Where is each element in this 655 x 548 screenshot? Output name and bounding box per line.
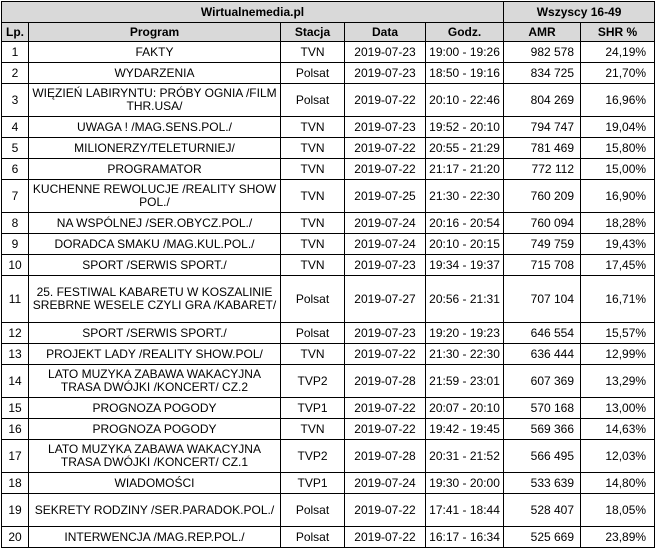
cell-amr: 646 554 bbox=[504, 323, 581, 344]
table-row bbox=[2, 138, 655, 159]
cell-amr: 834 725 bbox=[504, 63, 581, 84]
table-row bbox=[2, 63, 655, 84]
cell-data: 2019-07-24 bbox=[345, 234, 426, 255]
cell-amr: 772 112 bbox=[504, 159, 581, 180]
cell-shr: 17,45% bbox=[581, 255, 655, 276]
cell-program: NA WSPÓLNEJ /SER.OBYCZ.POL./ bbox=[29, 213, 281, 234]
cell-program: WIĘZIEŃ LABIRYNTU: PRÓBY OGNIA /FILM THR.USA/ bbox=[29, 84, 281, 117]
column-header-program: Program bbox=[29, 23, 281, 42]
cell-amr: 566 495 bbox=[504, 440, 581, 473]
cell-data: 2019-07-23 bbox=[345, 255, 426, 276]
table-row bbox=[2, 323, 655, 344]
cell-godz: 17:41 - 18:44 bbox=[426, 494, 504, 527]
cell-data: 2019-07-24 bbox=[345, 473, 426, 494]
cell-shr: 12,99% bbox=[581, 344, 655, 365]
cell-stacja: TVN bbox=[281, 344, 345, 365]
table-row bbox=[2, 494, 655, 527]
cell-godz: 19:42 - 19:45 bbox=[426, 419, 504, 440]
cell-program: WYDARZENIA bbox=[29, 63, 281, 84]
cell-godz: 20:10 - 20:15 bbox=[426, 234, 504, 255]
cell-program: SPORT /SERWIS SPORT./ bbox=[29, 323, 281, 344]
cell-godz: 20:07 - 20:10 bbox=[426, 398, 504, 419]
cell-stacja: Polsat bbox=[281, 323, 345, 344]
cell-stacja: Polsat bbox=[281, 494, 345, 527]
cell-lp: 19 bbox=[2, 494, 29, 527]
cell-shr: 16,90% bbox=[581, 180, 655, 213]
cell-lp: 10 bbox=[2, 255, 29, 276]
cell-godz: 21:59 - 23:01 bbox=[426, 365, 504, 398]
cell-data: 2019-07-27 bbox=[345, 276, 426, 323]
column-header-shr: SHR % bbox=[581, 23, 655, 42]
cell-stacja: Polsat bbox=[281, 84, 345, 117]
cell-program: 25. FESTIWAL KABARETU W KOSZALINIE SREBRNE WESELE CZYLI GRA /KABARET/ bbox=[29, 276, 281, 323]
cell-godz: 18:50 - 19:16 bbox=[426, 63, 504, 84]
table-row bbox=[2, 180, 655, 213]
cell-lp: 18 bbox=[2, 473, 29, 494]
cell-shr: 16,96% bbox=[581, 84, 655, 117]
cell-amr: 569 366 bbox=[504, 419, 581, 440]
cell-shr: 18,28% bbox=[581, 213, 655, 234]
cell-lp: 3 bbox=[2, 84, 29, 117]
cell-shr: 15,57% bbox=[581, 323, 655, 344]
cell-data: 2019-07-22 bbox=[345, 398, 426, 419]
cell-stacja: Polsat bbox=[281, 63, 345, 84]
cell-amr: 794 747 bbox=[504, 117, 581, 138]
cell-shr: 19,04% bbox=[581, 117, 655, 138]
cell-godz: 16:17 - 16:34 bbox=[426, 527, 504, 548]
cell-godz: 21:30 - 22:30 bbox=[426, 180, 504, 213]
cell-lp: 6 bbox=[2, 159, 29, 180]
cell-shr: 12,03% bbox=[581, 440, 655, 473]
cell-amr: 570 168 bbox=[504, 398, 581, 419]
cell-lp: 11 bbox=[2, 276, 29, 323]
cell-shr: 14,63% bbox=[581, 419, 655, 440]
cell-program: FAKTY bbox=[29, 42, 281, 63]
cell-stacja: TVP2 bbox=[281, 440, 345, 473]
cell-stacja: TVP1 bbox=[281, 473, 345, 494]
table-row bbox=[2, 365, 655, 398]
cell-program: PROGRAMATOR bbox=[29, 159, 281, 180]
cell-shr: 14,80% bbox=[581, 473, 655, 494]
table-row bbox=[2, 255, 655, 276]
cell-godz: 19:30 - 20:00 bbox=[426, 473, 504, 494]
cell-program: DORADCA SMAKU /MAG.KUL.POL./ bbox=[29, 234, 281, 255]
cell-godz: 21:30 - 22:30 bbox=[426, 344, 504, 365]
column-header-data: Data bbox=[345, 23, 426, 42]
cell-program: UWAGA ! /MAG.SENS.POL./ bbox=[29, 117, 281, 138]
cell-program: MILIONERZY/TELETURNIEJ/ bbox=[29, 138, 281, 159]
table-row bbox=[2, 276, 655, 323]
table-row bbox=[2, 344, 655, 365]
cell-data: 2019-07-22 bbox=[345, 344, 426, 365]
cell-amr: 781 469 bbox=[504, 138, 581, 159]
cell-shr: 19,43% bbox=[581, 234, 655, 255]
cell-data: 2019-07-28 bbox=[345, 440, 426, 473]
cell-amr: 982 578 bbox=[504, 42, 581, 63]
cell-shr: 13,00% bbox=[581, 398, 655, 419]
column-header-stacja: Stacja bbox=[281, 23, 345, 42]
cell-amr: 715 708 bbox=[504, 255, 581, 276]
cell-amr: 528 407 bbox=[504, 494, 581, 527]
group-header: Wszyscy 16-49 bbox=[504, 2, 655, 23]
source-header: Wirtualnemedia.pl bbox=[2, 2, 504, 23]
cell-data: 2019-07-23 bbox=[345, 323, 426, 344]
cell-lp: 16 bbox=[2, 419, 29, 440]
cell-data: 2019-07-22 bbox=[345, 419, 426, 440]
cell-amr: 607 369 bbox=[504, 365, 581, 398]
cell-program: PROJEKT LADY /REALITY SHOW.POL/ bbox=[29, 344, 281, 365]
cell-shr: 23,89% bbox=[581, 527, 655, 548]
cell-program: SPORT /SERWIS SPORT./ bbox=[29, 255, 281, 276]
cell-data: 2019-07-28 bbox=[345, 365, 426, 398]
cell-godz: 21:17 - 21:20 bbox=[426, 159, 504, 180]
cell-data: 2019-07-25 bbox=[345, 180, 426, 213]
cell-amr: 707 104 bbox=[504, 276, 581, 323]
column-header-amr: AMR bbox=[504, 23, 581, 42]
cell-program: SEKRETY RODZINY /SER.PARADOK.POL./ bbox=[29, 494, 281, 527]
cell-amr: 636 444 bbox=[504, 344, 581, 365]
cell-program: LATO MUZYKA ZABAWA WAKACYJNA TRASA DWÓJKI /KONCERT/ CZ.2 bbox=[29, 365, 281, 398]
ratings-table bbox=[1, 1, 655, 548]
cell-program: WIADOMOŚCI bbox=[29, 473, 281, 494]
cell-program: KUCHENNE REWOLUCJE /REALITY SHOW POL./ bbox=[29, 180, 281, 213]
cell-data: 2019-07-22 bbox=[345, 84, 426, 117]
cell-shr: 18,05% bbox=[581, 494, 655, 527]
table-row bbox=[2, 527, 655, 548]
cell-data: 2019-07-22 bbox=[345, 527, 426, 548]
cell-amr: 749 759 bbox=[504, 234, 581, 255]
cell-stacja: TVN bbox=[281, 180, 345, 213]
cell-stacja: TVP2 bbox=[281, 365, 345, 398]
cell-godz: 20:56 - 21:31 bbox=[426, 276, 504, 323]
cell-stacja: TVN bbox=[281, 42, 345, 63]
cell-stacja: TVN bbox=[281, 234, 345, 255]
cell-lp: 15 bbox=[2, 398, 29, 419]
cell-lp: 12 bbox=[2, 323, 29, 344]
cell-lp: 5 bbox=[2, 138, 29, 159]
cell-godz: 19:00 - 19:26 bbox=[426, 42, 504, 63]
cell-lp: 2 bbox=[2, 63, 29, 84]
cell-stacja: TVP1 bbox=[281, 398, 345, 419]
cell-amr: 760 094 bbox=[504, 213, 581, 234]
cell-stacja: TVN bbox=[281, 213, 345, 234]
cell-shr: 24,19% bbox=[581, 42, 655, 63]
cell-program: LATO MUZYKA ZABAWA WAKACYJNA TRASA DWÓJKI /KONCERT/ CZ.1 bbox=[29, 440, 281, 473]
cell-lp: 4 bbox=[2, 117, 29, 138]
cell-shr: 15,00% bbox=[581, 159, 655, 180]
cell-amr: 525 669 bbox=[504, 527, 581, 548]
table-row bbox=[2, 398, 655, 419]
cell-shr: 16,71% bbox=[581, 276, 655, 323]
table-row bbox=[2, 42, 655, 63]
cell-shr: 21,70% bbox=[581, 63, 655, 84]
cell-data: 2019-07-22 bbox=[345, 494, 426, 527]
cell-godz: 19:34 - 19:37 bbox=[426, 255, 504, 276]
cell-lp: 8 bbox=[2, 213, 29, 234]
cell-stacja: TVN bbox=[281, 419, 345, 440]
cell-godz: 20:55 - 21:29 bbox=[426, 138, 504, 159]
cell-lp: 20 bbox=[2, 527, 29, 548]
column-header-godz: Godz. bbox=[426, 23, 504, 42]
cell-shr: 13,29% bbox=[581, 365, 655, 398]
cell-lp: 7 bbox=[2, 180, 29, 213]
cell-program: PROGNOZA POGODY bbox=[29, 398, 281, 419]
cell-data: 2019-07-23 bbox=[345, 42, 426, 63]
cell-stacja: Polsat bbox=[281, 527, 345, 548]
cell-stacja: TVN bbox=[281, 159, 345, 180]
cell-stacja: TVN bbox=[281, 255, 345, 276]
cell-godz: 20:31 - 21:52 bbox=[426, 440, 504, 473]
cell-data: 2019-07-22 bbox=[345, 138, 426, 159]
cell-lp: 13 bbox=[2, 344, 29, 365]
cell-stacja: Polsat bbox=[281, 276, 345, 323]
cell-program: INTERWENCJA /MAG.REP.POL./ bbox=[29, 527, 281, 548]
cell-data: 2019-07-22 bbox=[345, 159, 426, 180]
cell-lp: 14 bbox=[2, 365, 29, 398]
column-header-lp: Lp. bbox=[2, 23, 29, 42]
cell-godz: 19:52 - 20:10 bbox=[426, 117, 504, 138]
table-row bbox=[2, 419, 655, 440]
cell-amr: 804 269 bbox=[504, 84, 581, 117]
cell-lp: 9 bbox=[2, 234, 29, 255]
cell-data: 2019-07-23 bbox=[345, 117, 426, 138]
cell-godz: 20:10 - 22:46 bbox=[426, 84, 504, 117]
table-row bbox=[2, 473, 655, 494]
cell-stacja: TVN bbox=[281, 138, 345, 159]
table-row bbox=[2, 213, 655, 234]
cell-godz: 20:16 - 20:54 bbox=[426, 213, 504, 234]
table-row bbox=[2, 84, 655, 117]
cell-amr: 760 209 bbox=[504, 180, 581, 213]
cell-lp: 1 bbox=[2, 42, 29, 63]
cell-data: 2019-07-24 bbox=[345, 213, 426, 234]
cell-data: 2019-07-23 bbox=[345, 63, 426, 84]
table-row bbox=[2, 159, 655, 180]
cell-lp: 17 bbox=[2, 440, 29, 473]
table-row bbox=[2, 234, 655, 255]
cell-amr: 533 639 bbox=[504, 473, 581, 494]
cell-program: PROGNOZA POGODY bbox=[29, 419, 281, 440]
cell-godz: 19:20 - 19:23 bbox=[426, 323, 504, 344]
cell-stacja: TVN bbox=[281, 117, 345, 138]
table-row bbox=[2, 117, 655, 138]
table-row bbox=[2, 440, 655, 473]
cell-shr: 15,80% bbox=[581, 138, 655, 159]
